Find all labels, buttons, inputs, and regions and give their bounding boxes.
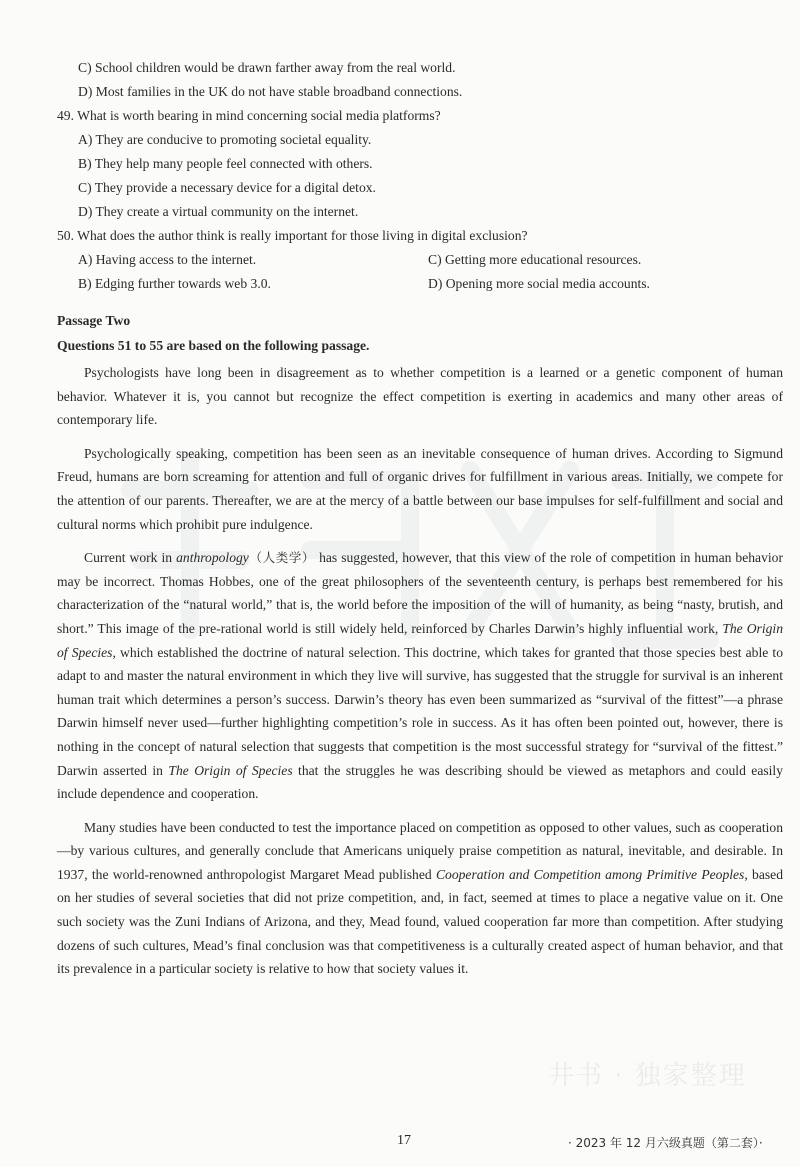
q50-option-b: B) Edging further towards web 3.0. — [78, 276, 271, 291]
q49-option-b: B) They help many people feel connected with others. — [78, 156, 373, 171]
passage-body — [57, 361, 783, 981]
anthropology-gloss: （人类学） — [248, 550, 316, 566]
anthropology-term: anthropology — [176, 550, 249, 566]
q50-option-a: A) Having access to the internet. — [78, 252, 257, 267]
book-title-origin-of-species: The Origin of Species — [57, 620, 783, 660]
q48-option-c: C) School children would be drawn farther away from the real world. — [78, 60, 456, 75]
book-title-origin-of-species-2: The Origin of Species — [168, 762, 293, 778]
p3-text-a: Current work in — [84, 550, 177, 566]
passage-title: Passage Two — [57, 313, 131, 328]
paragraph-4 — [57, 816, 783, 981]
p4-text-b: , based on her studies of several societies that did not prize competition, and, in fact, seemed at times to place a negative value on it. One such society was the Zuni Indians of Arizona, and they, Mead found, valued cooperation far more than competition. After studying dozens of such cultures, Mead’s final conclusion was that competitiveness is a culturally created aspect of human behavior, and that its prevalence in a particular society is relative to how that society values it. — [57, 866, 783, 977]
q50-option-c: C) Getting more educational resources. — [428, 252, 642, 267]
paragraph-3 — [57, 546, 783, 806]
p3-text-c: , which established the doctrine of natural selection. This doctrine, which takes for granted that those species best able to adapt to and master the natural environment in which they live will survive, has suggested that the struggle for survival is an inherent human trait which determines a person’s success. Darwin’s theory has even been summarized as “survival of the fittest”—a phrase Darwin himself never used—further highlighting competition’s role in success. As it has often been pointed out, however, there is nothing in the concept of natural selection that suggests that competition is the most successful strategy for “survival of the fittest.” Darwin asserted in — [57, 644, 783, 778]
q49-option-a: A) They are conducive to promoting societal equality. — [78, 132, 372, 147]
p4-text-a: Many studies have been conducted to test the importance placed on competition as opposed to other values, such as cooperation—by various cultures, and generally conclude that Americans uniquely praise competition as natural, inevitable, and desirable. In 1937, the world-renowned anthropologist Margaret Mead published — [57, 819, 783, 882]
q49-option-d: D) They create a virtual community on the internet. — [78, 204, 359, 219]
q48-option-d: D) Most families in the UK do not have stable broadband connections. — [78, 84, 463, 99]
q49-option-c: C) They provide a necessary device for a digital detox. — [78, 180, 376, 195]
p3-text-d: that the struggles he was describing should be viewed as metaphors and could easily include dependence and cooperation. — [57, 762, 783, 802]
book-title-cooperation-and-competition: Cooperation and Competition among Primitive Peoples — [435, 866, 745, 882]
passage-instruction: Questions 51 to 55 are based on the following passage. — [57, 338, 370, 353]
q50-question: 50. What does the author think is really important for those living in digital exclusion? — [57, 228, 528, 243]
exam-label: · 2023 年 12 月六级真题（第二套）· — [568, 1136, 763, 1150]
page-number: 17 — [397, 1133, 411, 1148]
corner-watermark: 井书 · 独家整理 — [548, 1061, 747, 1091]
q49-question: 49. What is worth bearing in mind concerning social media platforms? — [57, 108, 441, 123]
paragraph-2: Psychologically speaking, competition has been seen as an inevitable consequence of human drives. According to Sigmund Freud, humans are born screaming for attention and full of organic drives for fulfillment in various areas. Initially, we compete for the attention of our parents. Thereafter, we are at the mercy of a battle between our base impulses for self-fulfillment and social and cultural norms which prohibit pure indulgence. — [57, 445, 783, 532]
q50-option-d: D) Opening more social media accounts. — [428, 276, 650, 291]
p3-text-b: has suggested, however, that this view of the role of competition in human behavior may be incorrect. Thomas Hobbes, one of the great philosophers of the seventeenth century, is perhaps best remembered for his characterization of the “natural world,” that is, the world before the imposition of the will of humanity, as being “nasty, brutish, and short.” This image of the pre-rational world is still widely held, reinforced by Charles Darwin’s highly influential work, — [57, 550, 783, 636]
paragraph-1: Psychologists have long been in disagreement as to whether competition is a learned or a genetic component of human behavior. Whatever it is, you cannot but recognize the effect competition is exerting in academics and many other areas of contemporary life. — [57, 365, 783, 428]
